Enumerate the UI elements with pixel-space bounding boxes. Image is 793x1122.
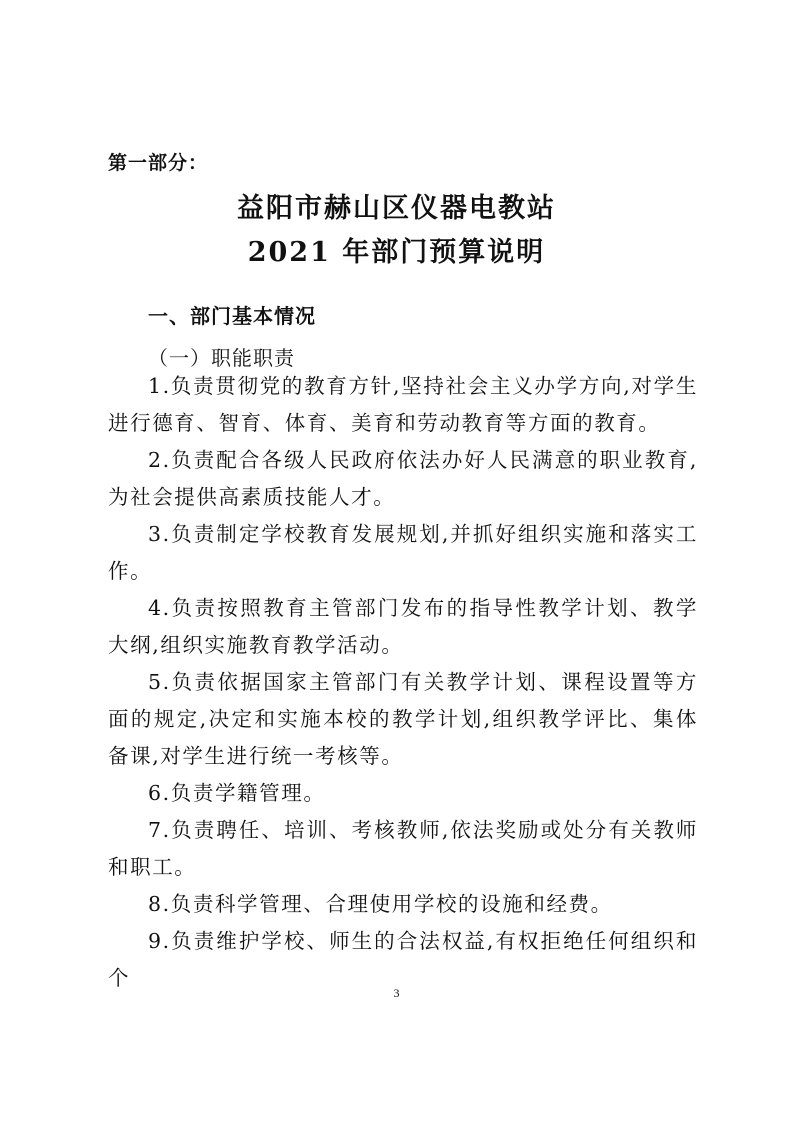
duty-item-4: 4.负责按照教育主管部门发布的指导性教学计划、教学大纲,组织实施教育教学活动。 (108, 596, 698, 657)
duty-item-7: 7.负责聘任、培训、考核教师,依法奖励或处分有关教师和职工。 (108, 818, 698, 879)
document-title-line2: 2021 年部门预算说明 (247, 237, 546, 268)
document-title-line1: 益阳市赫山区仪器电教站 (237, 193, 556, 224)
duty-item-2: 2.负责配合各级人民政府依法办好人民满意的职业教育,为社会提供高素质技能人才。 (108, 448, 698, 509)
duty-item-3: 3.负责制定学校教育发展规划,并抓好组织实施和落实工作。 (108, 522, 698, 583)
duty-item-1: 1.负责贯彻党的教育方针,坚持社会主义办学方向,对学生进行德育、智育、体育、美育和劳动教育等方面的教育。 (108, 374, 698, 435)
duty-item-6: 6.负责学籍管理。 (148, 781, 326, 805)
duty-item-8: 8.负责科学管理、合理使用学校的设施和经费。 (148, 892, 613, 916)
section-heading-basic-info: 一、部门基本情况 (148, 304, 316, 328)
part-label: 第一部分： (108, 152, 209, 174)
duties-list (108, 368, 698, 997)
page-number: 3 (393, 986, 400, 1000)
duty-item-9: 9.负责维护学校、师生的合法权益,有权拒绝任何组织和个 (108, 929, 698, 990)
subsection-heading-duties: （一）职能职责 (148, 346, 295, 370)
duty-item-5: 5.负责依据国家主管部门有关教学计划、课程设置等方面的规定,决定和实施本校的教学计划,组织教学评比、集体备课,对学生进行统一考核等。 (108, 670, 698, 768)
